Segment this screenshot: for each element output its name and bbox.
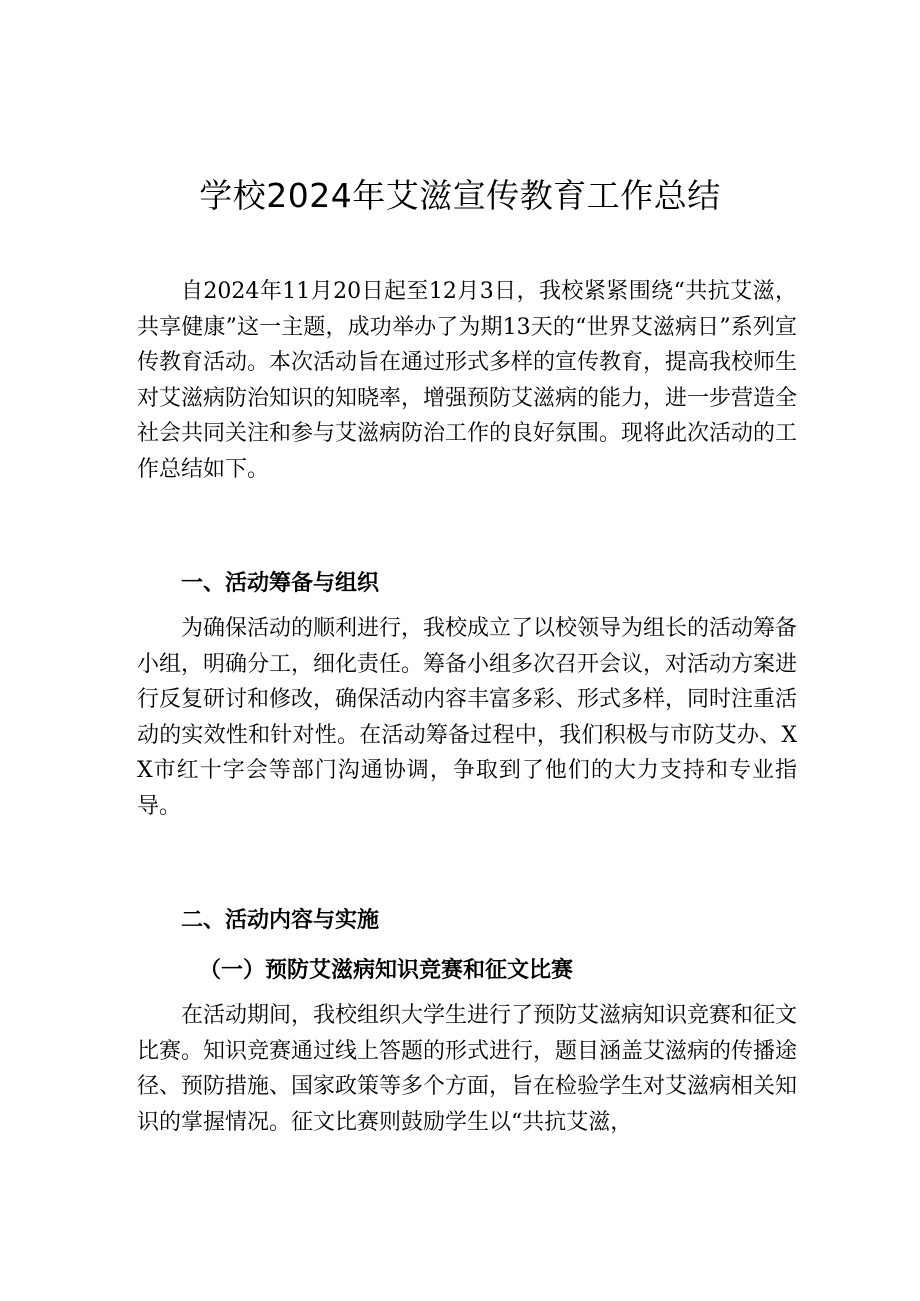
document-title: 学校2024年艾滋宣传教育工作总结 [199, 176, 721, 215]
section-heading-preparation: 一、活动筹备与组织 [181, 571, 380, 596]
competition-paragraph: 在活动期间，我校组织大学生进行了预防艾滋病知识竞赛和征文比赛。知识竞赛通过线上答题的形式进行，题目涵盖艾滋病的传播途径、预防措施、国家政策等多个方面，旨在检验学生对艾滋病相关知识的掌握情况。征文比赛则鼓励学生以“共抗艾滋， [137, 1003, 798, 1135]
subsection-heading-competition: （一）预防艾滋病知识竞赛和征文比赛 [199, 957, 574, 983]
preparation-paragraph: 为确保活动的顺利进行，我校成立了以校领导为组长的活动筹备小组，明确分工，细化责任。筹备小组多次召开会议，对活动方案进行反复研讨和修改，确保活动内容丰富多彩、形式多样，同时注重活动的实效性和针对性。在活动筹备过程中，我们积极与市防艾办、XX市红十字会等部门沟通协调，争取到了他们的大力支持和专业指导。 [137, 616, 798, 819]
section-heading-content: 二、活动内容与实施 [181, 908, 380, 933]
intro-paragraph: 自2024年11月20日起至12月3日，我校紧紧围绕“共抗艾滋，共享健康”这一主题，成功举办了为期13天的“世界艾滋病日”系列宣传教育活动。本次活动旨在通过形式多样的宣传教育，提高我校师生对艾滋病防治知识的知晓率，增强预防艾滋病的能力，进一步营造全社会共同关注和参与艾滋病防治工作的良好氛围。现将此次活动的工作总结如下。 [137, 279, 798, 482]
